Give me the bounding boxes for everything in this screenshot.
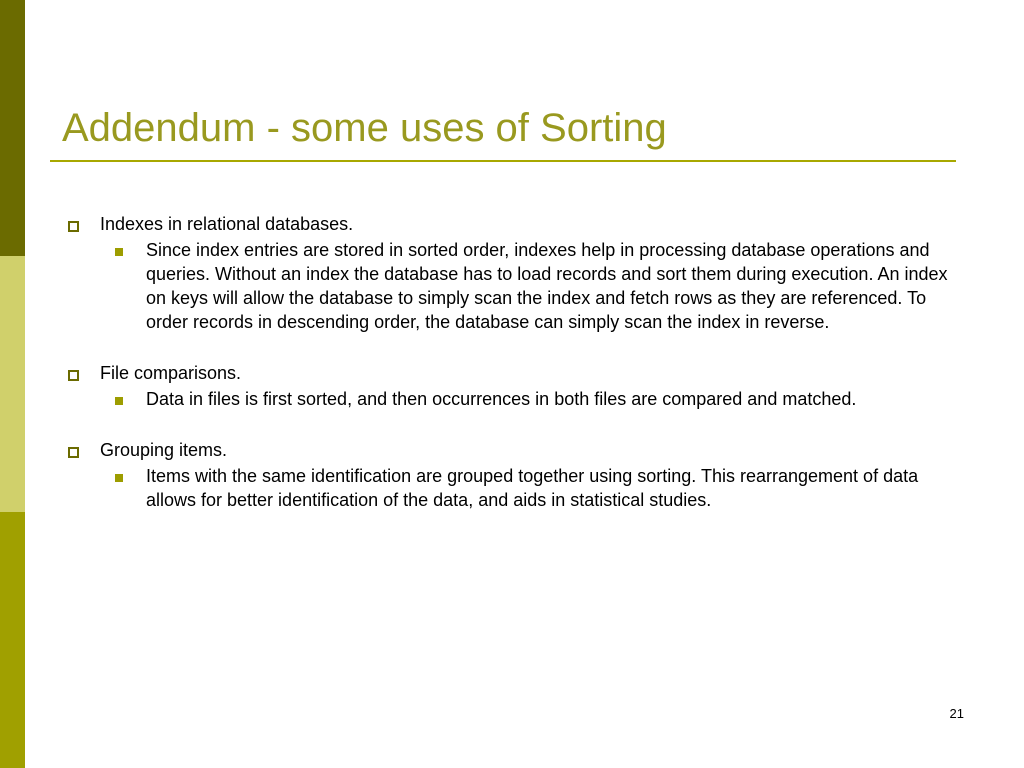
slide-title: Addendum - some uses of Sorting — [62, 106, 667, 150]
hollow-square-bullet-icon — [68, 221, 79, 232]
page-number: 21 — [949, 706, 964, 721]
level1-bullet-text: File comparisons. — [100, 363, 242, 383]
level1-bullet — [62, 361, 962, 385]
level2-bullet — [62, 387, 962, 411]
level1-bullet — [62, 438, 962, 462]
bullet-item-indexes — [62, 212, 962, 334]
filled-square-bullet-icon — [115, 474, 123, 482]
level2-bullet-text: Items with the same identification are grouped together using sorting. This rearrangement of data allows for better identification of the data, and aids in statistical studies. — [146, 466, 919, 510]
sidebar-band-middle — [0, 256, 25, 512]
level2-bullet — [62, 464, 962, 512]
bullet-item-file-comparisons — [62, 361, 962, 411]
sidebar-band-top — [0, 0, 25, 256]
level2-bullet-text: Since index entries are stored in sorted order, indexes help in processing database operations and queries. Without an index the database has to load records and sort them during execution. An index on keys will allow the database to simply scan the index and fetch rows as they are referenced. To order records in descending order, the database can simply scan the index in reverse. — [146, 240, 948, 332]
filled-square-bullet-icon — [115, 397, 123, 405]
sidebar-band-bottom — [0, 512, 25, 768]
hollow-square-bullet-icon — [68, 447, 79, 458]
level1-bullet-text: Grouping items. — [100, 440, 228, 460]
bullet-item-grouping — [62, 438, 962, 512]
level1-bullet-text: Indexes in relational databases. — [100, 214, 354, 234]
level1-bullet — [62, 212, 962, 236]
title-underline-rule — [50, 160, 956, 162]
bullet-list — [62, 212, 962, 539]
filled-square-bullet-icon — [115, 248, 123, 256]
level2-bullet-text: Data in files is first sorted, and then occurrences in both files are compared and matched. — [146, 389, 857, 409]
level2-bullet — [62, 238, 962, 334]
decorative-sidebar — [0, 0, 25, 768]
hollow-square-bullet-icon — [68, 370, 79, 381]
